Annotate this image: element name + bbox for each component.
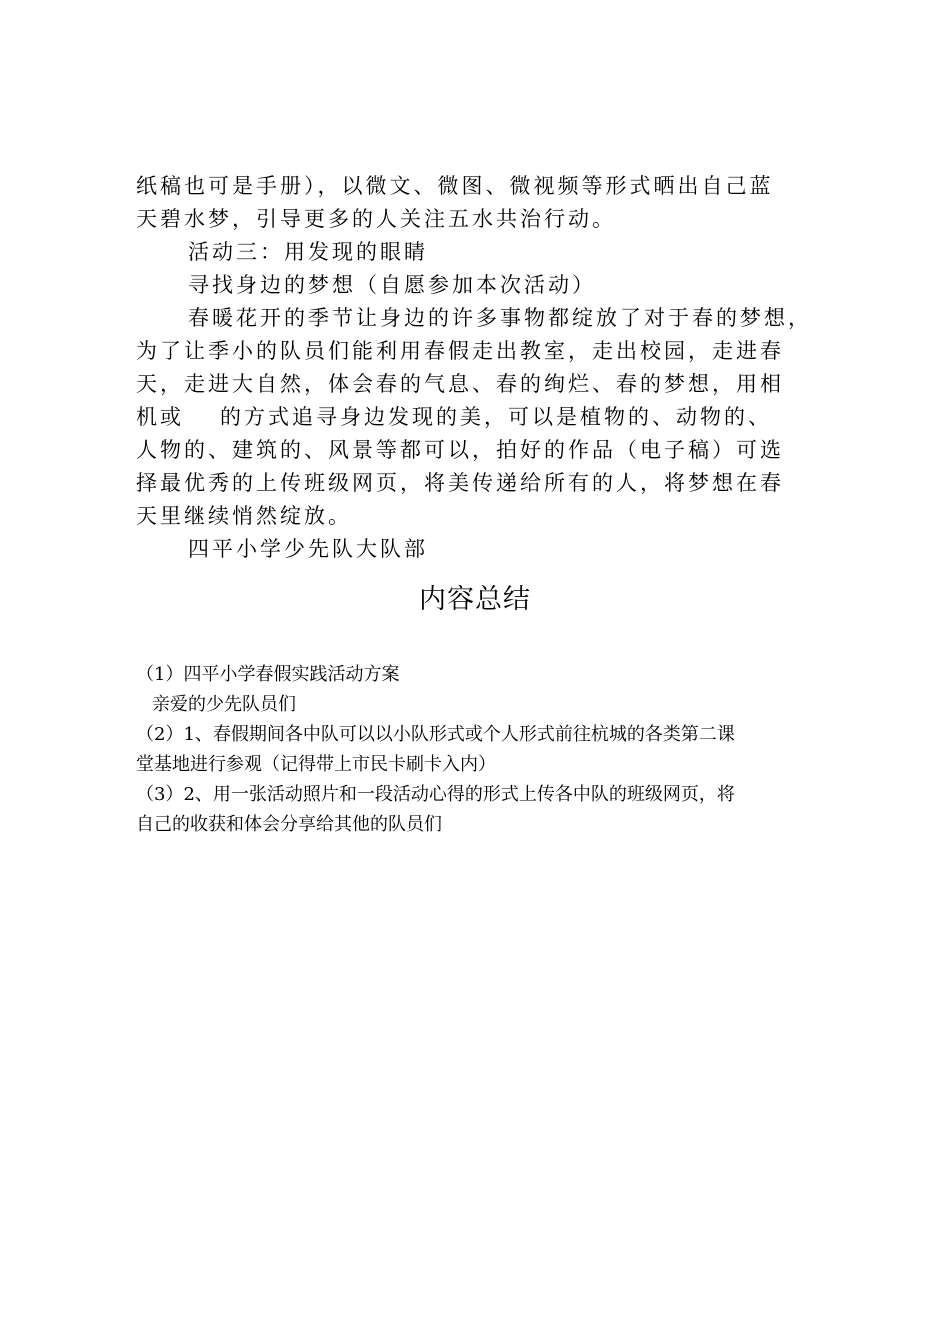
body-line: 天碧水梦，引导更多的人关注五水共治行动。 [136, 207, 616, 231]
summary-title: 内容总结 [419, 584, 531, 615]
summary-item-continuation: 堂基地进行参观（记得带上市民卡刷卡入内） [136, 754, 496, 775]
body-text-fragment: 的方式追寻身边发现的美，可以是植物的、动物的、 [220, 405, 772, 429]
body-line: 为了让季小的队员们能利用春假走出教室，走出校园，走进春 [136, 339, 784, 363]
body-line: 天里继续悄然绽放。 [136, 504, 352, 528]
summary-subitem: 亲爱的少先队员们 [152, 694, 296, 715]
body-line-with-gap [136, 401, 836, 434]
body-line: 择最优秀的上传班级网页，将美传递给所有的人，将梦想在春 [136, 471, 784, 495]
activity-three-heading: 活动三：用发现的眼睛 [188, 240, 428, 264]
summary-item-continuation: 自己的收获和体会分享给其他的队员们 [136, 814, 442, 835]
summary-item: （2）1、春假期间各中队可以以小队形式或个人形式前往杭城的各类第二课 [136, 724, 735, 745]
body-line: 纸稿也可是手册），以微文、微图、微视频等形式晒出自己蓝 [136, 174, 774, 198]
body-line: 春暖花开的季节让身边的许多事物都绽放了对于春的梦想， [188, 306, 812, 330]
activity-body-text [136, 170, 836, 566]
activity-three-subheading: 寻找身边的梦想（自愿参加本次活动） [188, 273, 596, 297]
body-line: 人物的、建筑的、风景等都可以，拍好的作品（电子稿）可选 [136, 438, 784, 462]
summary-section [136, 660, 836, 840]
body-text-fragment: 机或 [136, 405, 184, 429]
signature: 四平小学少先队大队部 [188, 537, 428, 561]
summary-item: （1）四平小学春假实践活动方案 [136, 664, 400, 685]
body-line: 天，走进大自然，体会春的气息、春的绚烂、春的梦想，用相 [136, 372, 784, 396]
summary-item: （3）2、用一张活动照片和一段活动心得的形式上传各中队的班级网页，将 [136, 784, 735, 805]
